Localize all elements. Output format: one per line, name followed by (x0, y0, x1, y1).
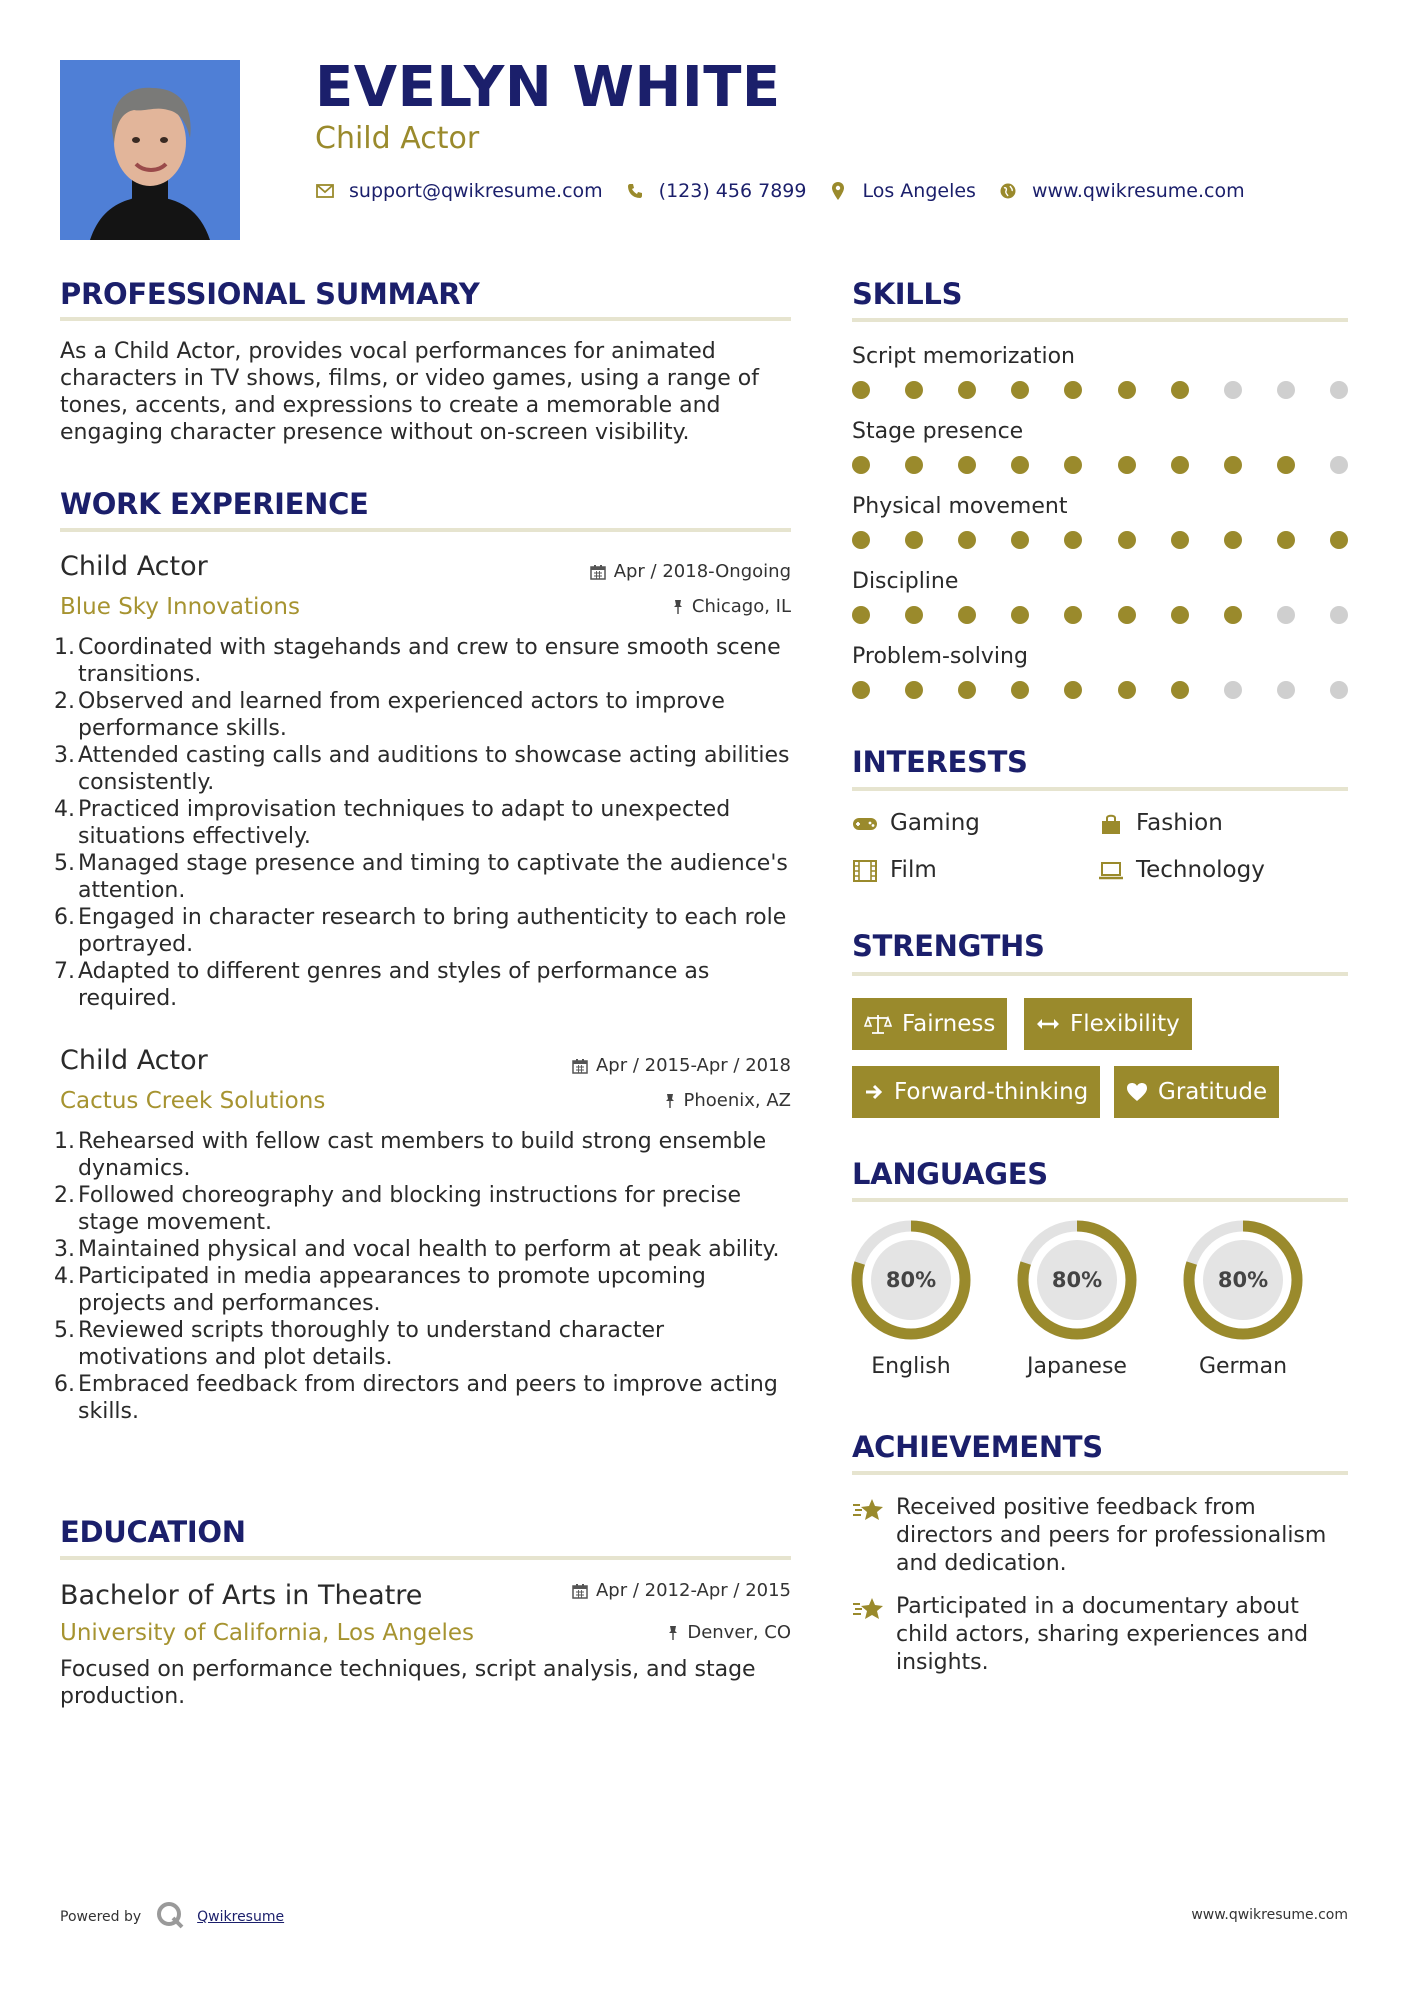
strength-label: Forward-thinking (894, 1079, 1089, 1105)
skill-dot (958, 381, 976, 399)
strength-tag (1114, 1066, 1279, 1118)
skill-dot (905, 606, 923, 624)
profile-photo (60, 60, 240, 240)
skill-dot (1224, 606, 1242, 624)
interests-divider (852, 787, 1348, 791)
contact-website-text: www.qwikresume.com (1031, 180, 1245, 202)
skill-dot (1224, 381, 1242, 399)
skill-dot (1224, 531, 1242, 549)
skill-rating (852, 531, 1348, 549)
skill-dot (1118, 606, 1136, 624)
language-item (849, 1218, 973, 1379)
skill-dot (1171, 381, 1189, 399)
list-item: 1. Coordinated with stagehands and crew to ensure smooth scene transitions. (54, 635, 781, 687)
language-item (1015, 1218, 1139, 1379)
skills-heading: SKILLS (852, 277, 963, 311)
achievements-heading: ACHIEVEMENTS (852, 1430, 1103, 1464)
skill-name: Physical movement (852, 494, 1068, 519)
contact-email-text: support@qwikresume.com (349, 180, 603, 202)
list-item: 7. Adapted to different genres and styles of performance as required. (54, 959, 710, 1011)
skill-dot (852, 681, 870, 699)
job-company: Cactus Creek Solutions (60, 1088, 326, 1114)
list-item: 5. Managed stage presence and timing to captivate the audience's attention. (54, 851, 788, 903)
skill-dot (1011, 456, 1029, 474)
skill-dot (852, 606, 870, 624)
language-name: Japanese (1027, 1354, 1127, 1379)
skill-dot (958, 456, 976, 474)
shooting-star-icon (852, 1595, 886, 1627)
skill-dot (1330, 381, 1348, 399)
summary-heading: PROFESSIONAL SUMMARY (60, 277, 480, 311)
language-name: German (1198, 1354, 1288, 1379)
skill-dot (852, 381, 870, 399)
achievement-text: Participated in a documentary about child actors, sharing experiences and insights. (896, 1594, 1309, 1675)
skill-dot (958, 531, 976, 549)
education-heading: EDUCATION (60, 1515, 246, 1549)
achievements-divider (852, 1471, 1348, 1475)
shooting-star-icon (852, 1496, 886, 1528)
skill-rating (852, 606, 1348, 624)
skill-dot (905, 381, 923, 399)
skill-name: Problem-solving (852, 644, 1028, 669)
summary-text: As a Child Actor, provides vocal performances for animated characters in TV shows, films, or video games, using a range of tones, accents, and expressions to create a memorable and engaging character presence without on-screen visibility. (60, 339, 759, 445)
experience-divider (60, 528, 791, 532)
achievement-item (852, 1593, 1348, 1683)
skill-dot (1118, 531, 1136, 549)
skill-dot (1277, 381, 1295, 399)
list-item: 3. Attended casting calls and auditions to showcase acting abilities consistently. (54, 743, 790, 795)
calendar-icon (572, 1058, 588, 1074)
laptop-icon (1098, 860, 1124, 882)
job-location (664, 1092, 792, 1110)
skill-dot (852, 531, 870, 549)
contact-phone-text: (123) 456 7899 (658, 180, 807, 202)
film-icon (852, 860, 878, 882)
skill-dot (1277, 531, 1295, 549)
contact-location (828, 180, 975, 202)
envelope-icon (315, 181, 335, 201)
powered-by-text: Powered by (60, 1909, 142, 1925)
education-description: Focused on performance techniques, script analysis, and stage production. (60, 1657, 756, 1709)
qwikresume-link[interactable]: Qwikresume (197, 1909, 285, 1925)
strength-label: Gratitude (1158, 1079, 1268, 1105)
contact-email[interactable] (315, 180, 603, 202)
list-item: 6. Embraced feedback from directors and peers to improve acting skills. (54, 1372, 778, 1424)
achievement-text: Received positive feedback from directors and peers for professionalism and dedication. (896, 1495, 1327, 1576)
skill-dot (1277, 456, 1295, 474)
languages-divider (852, 1198, 1348, 1202)
achievement-item (852, 1494, 1348, 1584)
job-bullets (54, 634, 791, 1012)
skill-dot (1224, 681, 1242, 699)
contact-website[interactable] (998, 180, 1245, 202)
skill-dot (1011, 531, 1029, 549)
strength-tag (852, 1066, 1100, 1118)
interest-item (852, 812, 980, 835)
strengths-divider (852, 972, 1348, 976)
list-item: 1. Rehearsed with fellow cast members to build strong ensemble dynamics. (54, 1129, 767, 1181)
education-entry (60, 1582, 791, 1712)
phone-icon (625, 181, 645, 201)
globe-icon (998, 181, 1018, 201)
list-item: 4. Practiced improvisation techniques to adapt to unexpected situations effectively. (54, 797, 731, 849)
education-location (667, 1624, 791, 1642)
skill-dot (1064, 381, 1082, 399)
skill-dot (1118, 456, 1136, 474)
pin-icon (664, 1093, 676, 1109)
strength-tag (852, 998, 1007, 1050)
list-item: 2. Followed choreography and blocking instructions for precise stage movement. (54, 1183, 742, 1235)
pin-icon (667, 1625, 679, 1641)
skill-rating (852, 681, 1348, 699)
skill-dot (1118, 681, 1136, 699)
skill-dot (1064, 456, 1082, 474)
skill-name: Stage presence (852, 419, 1024, 444)
job-date-text: Apr / 2018-Ongoing (613, 561, 791, 582)
pin-icon (672, 599, 684, 615)
skill-dot (852, 456, 870, 474)
qwikresume-logo-icon (155, 1900, 185, 1934)
skill-dot (1277, 606, 1295, 624)
skill-dot (1064, 606, 1082, 624)
skill-name: Script memorization (852, 344, 1075, 369)
footer-powered-by (60, 1900, 284, 1934)
shopping-bag-icon (1098, 813, 1124, 835)
skill-dot (1171, 681, 1189, 699)
strength-tag (1024, 998, 1192, 1050)
skill-dot (1118, 381, 1136, 399)
footer-website[interactable]: www.qwikresume.com (1191, 1907, 1348, 1923)
languages-heading: LANGUAGES (852, 1157, 1048, 1191)
contact-phone[interactable] (625, 180, 807, 202)
strength-label: Fairness (902, 1011, 996, 1037)
list-item: 2. Observed and learned from experienced actors to improve performance skills. (54, 689, 725, 741)
language-percent: 80% (1217, 1268, 1269, 1292)
skill-dot (1330, 531, 1348, 549)
education-date (572, 1582, 791, 1600)
skill-dot (1224, 456, 1242, 474)
skill-dot (905, 681, 923, 699)
job-title: Child Actor (60, 551, 208, 582)
skill-dot (905, 531, 923, 549)
list-item: 3. Maintained physical and vocal health to perform at peak ability. (54, 1237, 780, 1262)
skill-name: Discipline (852, 569, 959, 594)
skill-dot (1330, 681, 1348, 699)
job-bullets (54, 1128, 791, 1425)
job-location (672, 598, 791, 616)
job-title: Child Actor (60, 1045, 208, 1076)
calendar-icon (572, 1583, 588, 1599)
gamepad-icon (852, 813, 878, 835)
language-item (1181, 1218, 1305, 1379)
degree-title: Bachelor of Arts in Theatre (60, 1580, 423, 1611)
experience-heading: WORK EXPERIENCE (60, 487, 369, 521)
interest-item (1098, 812, 1223, 835)
heart-icon (1126, 1082, 1148, 1102)
skill-dot (1011, 606, 1029, 624)
skill-dot (905, 456, 923, 474)
skill-dot (1064, 531, 1082, 549)
arrows-horizontal-icon (1036, 1017, 1060, 1031)
language-name: English (871, 1354, 951, 1379)
job-company: Blue Sky Innovations (60, 594, 300, 620)
interest-label: Film (890, 857, 937, 883)
interest-item (852, 859, 937, 882)
skills-divider (852, 318, 1348, 322)
arrow-right-icon (864, 1083, 884, 1101)
education-location-text: Denver, CO (687, 1622, 791, 1643)
skill-rating (852, 381, 1348, 399)
balance-scale-icon (864, 1013, 892, 1035)
skill-dot (1171, 531, 1189, 549)
job-location-text: Chicago, IL (691, 596, 791, 617)
school-name: University of California, Los Angeles (60, 1620, 475, 1646)
education-date-text: Apr / 2012-Apr / 2015 (595, 1580, 791, 1601)
candidate-role: Child Actor (315, 121, 480, 156)
interest-label: Fashion (1136, 810, 1223, 836)
job-location-text: Phoenix, AZ (683, 1090, 791, 1111)
skill-dot (1330, 456, 1348, 474)
skill-dot (1064, 681, 1082, 699)
interest-item (1098, 859, 1265, 882)
contact-bar (315, 180, 1267, 202)
job-date-text: Apr / 2015-Apr / 2018 (595, 1055, 791, 1076)
skill-dot (958, 606, 976, 624)
skill-rating (852, 456, 1348, 474)
map-marker-icon (828, 181, 848, 201)
skill-dot (1011, 681, 1029, 699)
strengths-heading: STRENGTHS (852, 929, 1045, 963)
interest-label: Gaming (890, 810, 980, 836)
skill-dot (1171, 456, 1189, 474)
skill-dot (1330, 606, 1348, 624)
interests-heading: INTERESTS (852, 745, 1028, 779)
education-divider (60, 1556, 791, 1560)
list-item: 5. Reviewed scripts thoroughly to understand character motivations and plot details. (54, 1318, 665, 1370)
candidate-name: EVELYN WHITE (315, 55, 781, 120)
skill-dot (1277, 681, 1295, 699)
calendar-icon (590, 564, 606, 580)
job-date (572, 1057, 791, 1075)
list-item: 6. Engaged in character research to bring authenticity to each role portrayed. (54, 905, 787, 957)
list-item: 4. Participated in media appearances to promote upcoming projects and performances. (54, 1264, 706, 1316)
strength-label: Flexibility (1070, 1011, 1180, 1037)
interest-label: Technology (1136, 857, 1265, 883)
skill-dot (1171, 606, 1189, 624)
job-entry-2 (54, 1045, 791, 1467)
job-entry-1 (54, 551, 791, 1013)
summary-divider (60, 317, 791, 321)
skill-dot (1011, 381, 1029, 399)
job-date (590, 563, 791, 581)
contact-location-text: Los Angeles (862, 180, 976, 202)
language-percent: 80% (1051, 1268, 1103, 1292)
skill-dot (958, 681, 976, 699)
language-percent: 80% (885, 1268, 937, 1292)
